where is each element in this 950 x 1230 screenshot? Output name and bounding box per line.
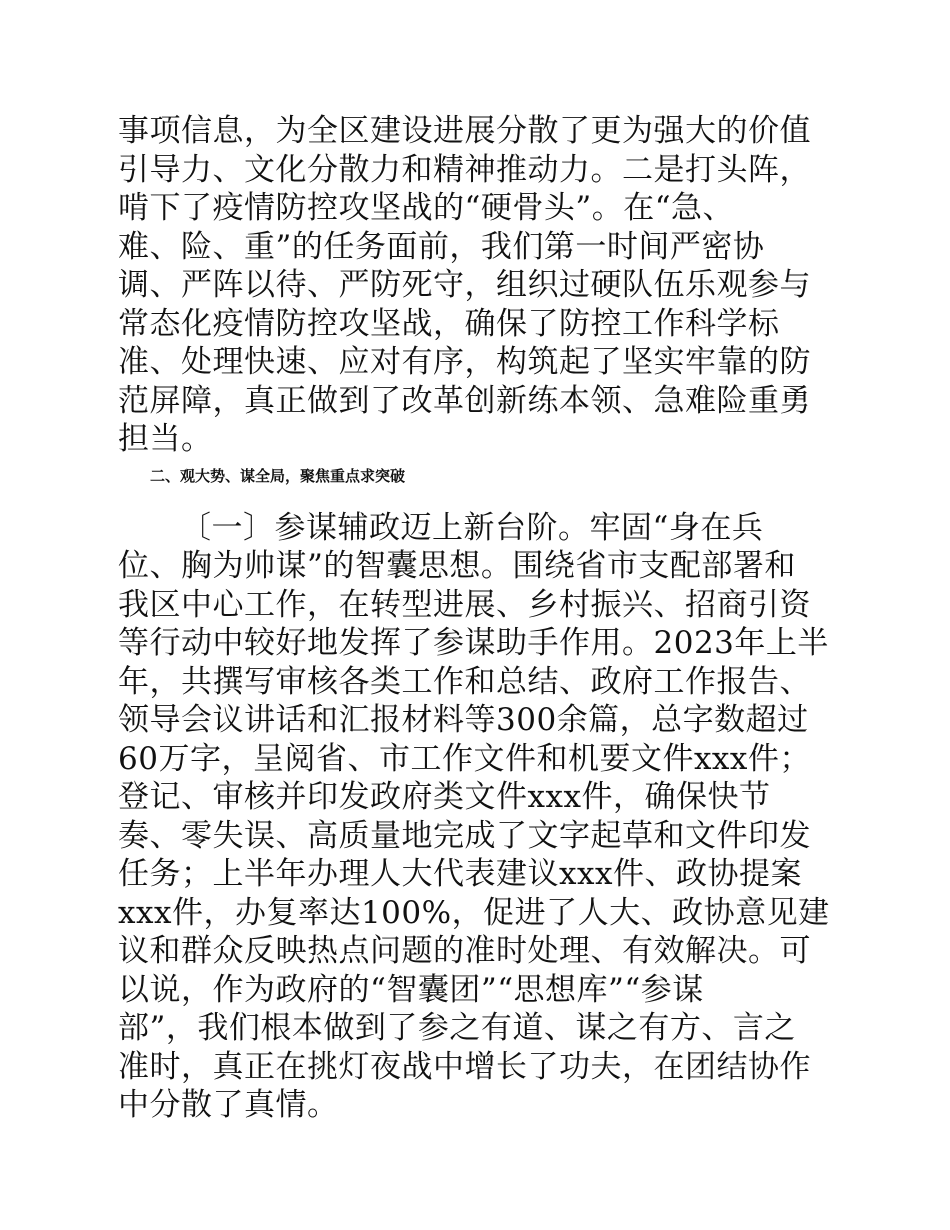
text-line: 难、险、重”的任务面前，我们第一时间严密协 <box>118 229 765 265</box>
text-line: 〔一〕参谋辅政迈上新台阶。牢固“身在兵 <box>180 510 764 546</box>
text-line: 啃下了疫情防控攻坚战的“硬骨头”。在“急、 <box>118 190 735 226</box>
text-line: 60万字，呈阅省、市工作文件和机要文件xxx件； <box>118 741 811 777</box>
text-line: 准时，真正在挑灯夜战中增长了功夫，在团结协作 <box>118 1049 811 1085</box>
text-line: 议和群众反映热点问题的准时处理、有效解决。可 <box>118 933 811 969</box>
text-line: 我区中心工作，在转型进展、乡村振兴、招商引资 <box>118 587 811 623</box>
text-line: 范屏障，真正做到了改革创新练本领、急难险重勇 <box>118 383 811 419</box>
text-line: 年，共撰写审核各类工作和总结、政府工作报告、 <box>118 664 811 700</box>
text-line: 以说，作为政府的“智囊团”“思想库”“参谋 <box>118 972 704 1008</box>
text-line: 登记、审核并印发政府类文件xxx件，确保快节 <box>118 779 771 815</box>
section-heading: 二、观大势、谋全局，聚焦重点求突破 <box>150 467 406 485</box>
text-line: 准、处理快速、应对有序，构筑起了坚实牢靠的防 <box>118 344 811 380</box>
text-line: 引导力、文化分散力和精神推动力。二是打头阵， <box>118 152 811 188</box>
text-line: 奏、零失误、高质量地完成了文字起草和文件印发 <box>118 818 811 854</box>
text-line: 调、严阵以待、严防死守，组织过硬队伍乐观参与 <box>118 267 811 303</box>
text-line: xxx件，办复率达100%，促进了人大、政协意见建 <box>118 895 830 931</box>
text-line: 担当。 <box>118 421 213 457</box>
text-line: 中分散了真情。 <box>118 1087 339 1123</box>
text-line: 任务；上半年办理人大代表建议xxx件、政协提案 <box>118 856 802 892</box>
text-line: 领导会议讲话和汇报材料等300余篇，总字数超过 <box>118 702 809 738</box>
text-line: 事项信息，为全区建设进展分散了更为强大的价值 <box>118 113 811 149</box>
text-line: 部”，我们根本做到了参之有道、谋之有方、言之 <box>118 1010 796 1046</box>
text-line: 等行动中较好地发挥了参谋助手作用。2023年上半 <box>118 625 829 661</box>
text-line: 位、胸为帅谋”的智囊思想。围绕省市支配部署和 <box>118 548 796 584</box>
text-line: 常态化疫情防控攻坚战，确保了防控工作科学标 <box>118 306 780 342</box>
